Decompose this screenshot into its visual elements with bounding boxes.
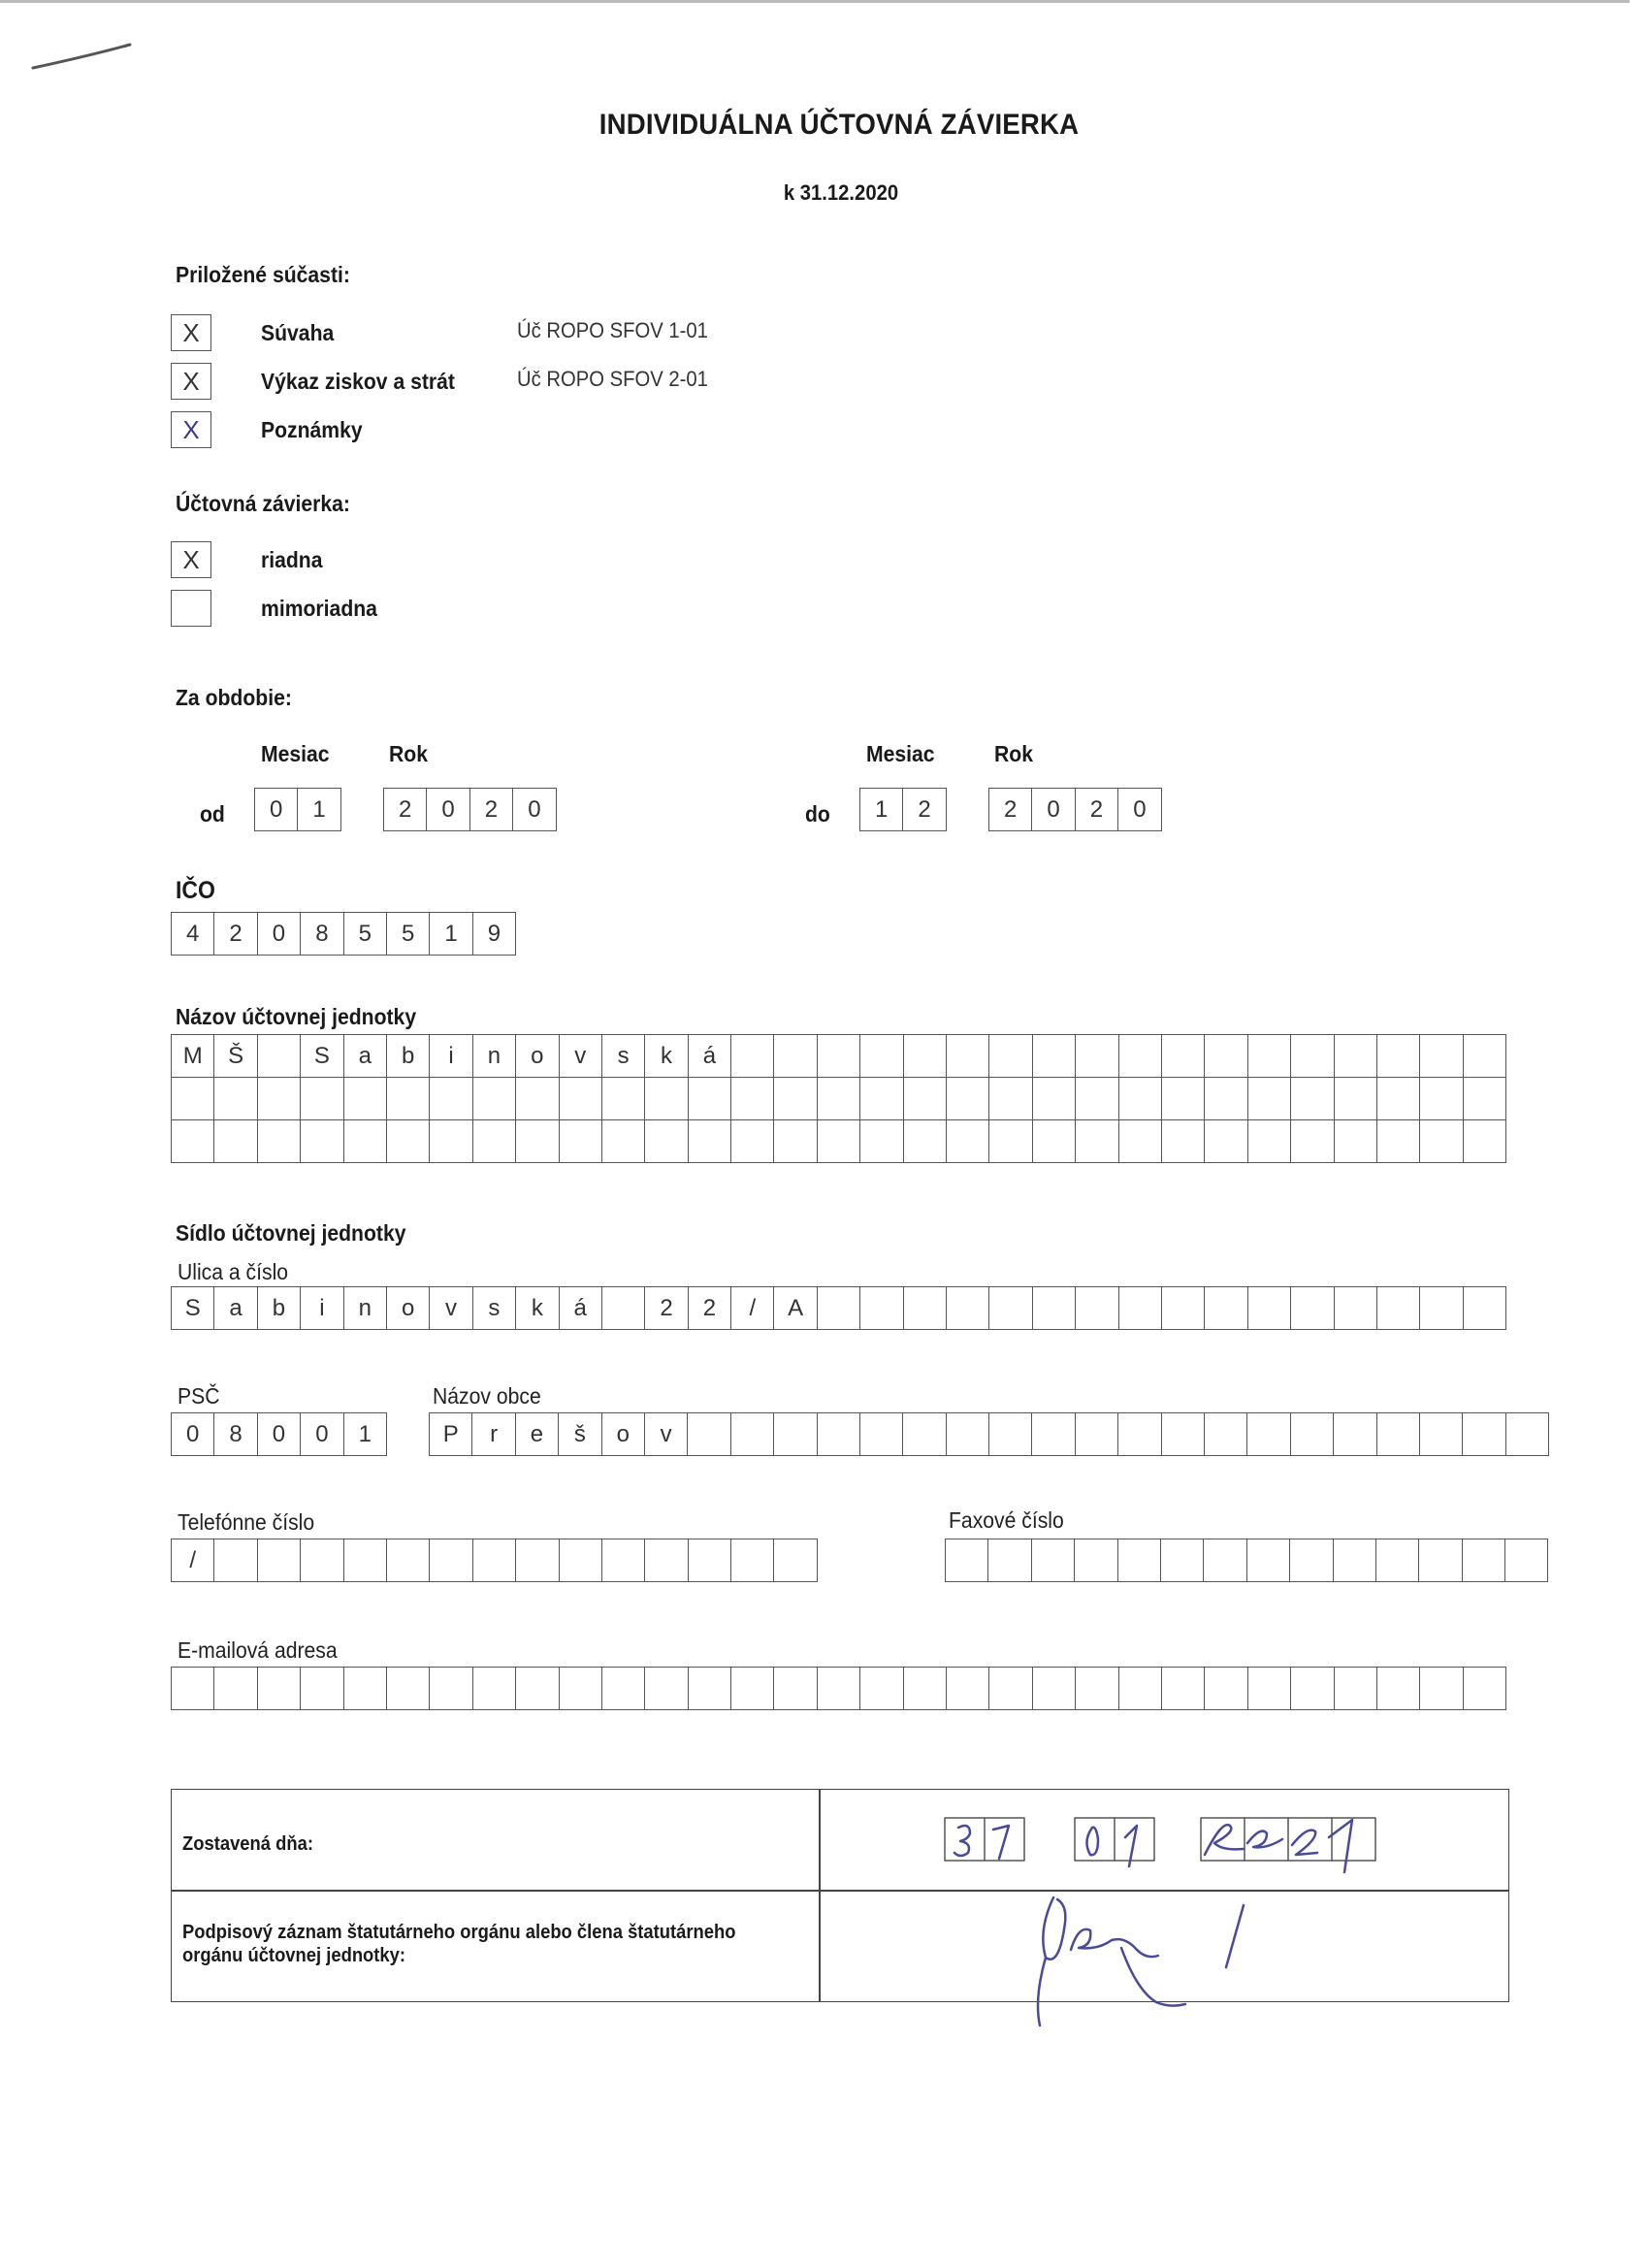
- entity-name-cell: [947, 1078, 989, 1120]
- psc-cell: 0: [258, 1413, 301, 1456]
- street-cell: [989, 1287, 1032, 1330]
- street-cell: [1248, 1287, 1291, 1330]
- entity-name-cell: [774, 1035, 817, 1078]
- to-month-digit: 2: [903, 789, 946, 831]
- signature-table-divider: [819, 1789, 821, 2002]
- city-cell: [818, 1413, 860, 1456]
- entity-name-cell: [1205, 1078, 1247, 1120]
- street-cell: v: [430, 1287, 472, 1330]
- email-cell: [1291, 1668, 1334, 1710]
- entity-name-cell: [560, 1120, 602, 1163]
- entity-name-cell: [1464, 1035, 1506, 1078]
- fax-cell: [946, 1539, 988, 1582]
- city-cell: š: [559, 1413, 601, 1456]
- from-month-label: Mesiac: [261, 741, 330, 766]
- ico-cell: 5: [387, 913, 430, 956]
- city-cell: e: [516, 1413, 559, 1456]
- entity-name-cell: [645, 1078, 688, 1120]
- email-cell: [1420, 1668, 1463, 1710]
- entity-name-cell: [1162, 1120, 1205, 1163]
- email-label: E-mailová adresa: [178, 1637, 338, 1663]
- fax-cell: [1161, 1539, 1204, 1582]
- entity-name-cell: [989, 1120, 1032, 1163]
- entity-name-cell: o: [516, 1035, 559, 1078]
- phone-cell: [645, 1539, 688, 1582]
- entity-name-cell: [818, 1078, 860, 1120]
- phone-cell: [258, 1539, 301, 1582]
- entity-name-cell: [731, 1120, 774, 1163]
- entity-name-cell: [1335, 1035, 1377, 1078]
- to-year-digit: 0: [1118, 789, 1161, 831]
- entity-name-cell: [1033, 1035, 1076, 1078]
- entity-name-cell: [344, 1078, 387, 1120]
- street-cell: [602, 1287, 645, 1330]
- entity-name-row: [172, 1120, 1506, 1163]
- fax-cell: [1463, 1539, 1505, 1582]
- city-cell: [860, 1413, 903, 1456]
- phone-cell: [731, 1539, 774, 1582]
- email-cell: [731, 1668, 774, 1710]
- entity-name-cell: b: [387, 1035, 430, 1078]
- street-cell: 2: [645, 1287, 688, 1330]
- email-cell: [560, 1668, 602, 1710]
- entity-name-cell: [301, 1120, 343, 1163]
- email-cell: [387, 1668, 430, 1710]
- phone-cell: [516, 1539, 559, 1582]
- to-year-digit: 2: [989, 789, 1032, 831]
- entity-name-cell: á: [689, 1035, 731, 1078]
- statement-label-riadna: riadna: [261, 547, 323, 572]
- city-cell: [774, 1413, 817, 1456]
- street-row: [172, 1287, 1506, 1330]
- street-cell: [1335, 1287, 1377, 1330]
- entity-name-cell: [1420, 1120, 1463, 1163]
- document-title: INDIVIDUÁLNA ÚČTOVNÁ ZÁVIERKA: [598, 109, 1080, 141]
- period-heading: Za obdobie:: [176, 685, 292, 710]
- entity-name-cell: [731, 1035, 774, 1078]
- entity-name-cell: [1420, 1078, 1463, 1120]
- to-year-digit: 0: [1032, 789, 1075, 831]
- fax-cell: [1376, 1539, 1419, 1582]
- city-cell: [1291, 1413, 1334, 1456]
- city-cell: o: [602, 1413, 645, 1456]
- ico-cell: 2: [214, 913, 257, 956]
- entity-name-cell: [1464, 1120, 1506, 1163]
- entity-name-cell: [904, 1035, 947, 1078]
- city-cell: [1506, 1413, 1549, 1456]
- entity-name-cell: [1335, 1120, 1377, 1163]
- city-cell: [1377, 1413, 1420, 1456]
- from-year-digit: 0: [513, 789, 556, 831]
- ico-cell: 5: [344, 913, 387, 956]
- entity-name-cell: [1248, 1035, 1291, 1078]
- city-cell: [1032, 1413, 1075, 1456]
- entity-name-cell: [602, 1120, 645, 1163]
- fax-cell: [988, 1539, 1031, 1582]
- city-cell: [1420, 1413, 1463, 1456]
- psc-cell: 0: [172, 1413, 214, 1456]
- entity-name-cell: [516, 1120, 559, 1163]
- phone-cell: [387, 1539, 430, 1582]
- fax-label: Faxové číslo: [949, 1507, 1064, 1533]
- fax-cell: [1204, 1539, 1246, 1582]
- from-month-digit: 0: [255, 789, 298, 831]
- entity-name-cell: [1377, 1035, 1420, 1078]
- city-cell: r: [472, 1413, 515, 1456]
- compiled-date-label: Zostavená dňa:: [182, 1833, 313, 1855]
- street-cell: s: [473, 1287, 516, 1330]
- entity-name-cell: [1076, 1078, 1118, 1120]
- entity-name-cell: Š: [214, 1035, 257, 1078]
- entity-name-cell: [1205, 1035, 1247, 1078]
- entity-name-cell: v: [560, 1035, 602, 1078]
- checkbox-mimoriadna[interactable]: [171, 590, 211, 627]
- email-cell: [301, 1668, 343, 1710]
- entity-name-cell: i: [430, 1035, 472, 1078]
- entity-name-cell: [1377, 1078, 1420, 1120]
- entity-name-cell: [172, 1078, 214, 1120]
- street-label: Ulica a číslo: [178, 1259, 289, 1284]
- email-cell: [1248, 1668, 1291, 1710]
- entity-name-cell: [904, 1120, 947, 1163]
- entity-name-cell: [989, 1035, 1032, 1078]
- street-cell: 2: [689, 1287, 731, 1330]
- fax-cell: [1247, 1539, 1290, 1582]
- entity-name-cell: [1291, 1035, 1334, 1078]
- scan-edge-line: [0, 0, 1630, 3]
- street-cell: S: [172, 1287, 214, 1330]
- entity-name-row: [172, 1035, 1506, 1078]
- from-year-digit: 2: [470, 789, 513, 831]
- entity-name-cell: [430, 1120, 472, 1163]
- street-cell: [1162, 1287, 1205, 1330]
- entity-name-cell: [1076, 1035, 1118, 1078]
- checkbox-poznamky[interactable]: X: [171, 411, 211, 448]
- entity-name-cell: [214, 1120, 257, 1163]
- psc-cell: 1: [344, 1413, 387, 1456]
- city-row: [430, 1413, 1549, 1456]
- attachment-label-vykaz: Výkaz ziskov a strát: [261, 369, 455, 394]
- to-label: do: [805, 801, 830, 826]
- entity-name-cell: [1205, 1120, 1247, 1163]
- fax-cell: [1505, 1539, 1548, 1582]
- phone-cell: [560, 1539, 602, 1582]
- entity-name-cell: [1119, 1078, 1162, 1120]
- attachment-code-vykaz: Úč ROPO SFOV 2-01: [517, 367, 708, 391]
- entity-name-cell: [258, 1078, 301, 1120]
- city-cell: [1463, 1413, 1505, 1456]
- street-cell: n: [344, 1287, 387, 1330]
- city-cell: v: [645, 1413, 688, 1456]
- entity-name-cell: [860, 1035, 903, 1078]
- ico-label: IČO: [176, 877, 215, 904]
- street-cell: i: [301, 1287, 343, 1330]
- entity-name-cell: [1076, 1120, 1118, 1163]
- phone-cell: [689, 1539, 731, 1582]
- email-cell: [1076, 1668, 1118, 1710]
- entity-name-label: Názov účtovnej jednotky: [176, 1004, 417, 1029]
- entity-name-cell: [1248, 1120, 1291, 1163]
- street-cell: [860, 1287, 903, 1330]
- to-month-field[interactable]: [859, 788, 947, 831]
- phone-field[interactable]: [171, 1539, 818, 1582]
- from-month-field[interactable]: [254, 788, 341, 831]
- street-cell: a: [214, 1287, 257, 1330]
- entity-name-cell: M: [172, 1035, 214, 1078]
- entity-name-cell: [560, 1078, 602, 1120]
- phone-row: [172, 1539, 818, 1582]
- email-field[interactable]: [171, 1667, 1506, 1710]
- seat-label: Sídlo účtovnej jednotky: [176, 1220, 406, 1246]
- street-cell: [904, 1287, 947, 1330]
- fax-cell: [1075, 1539, 1117, 1582]
- entity-name-cell: [258, 1120, 301, 1163]
- email-cell: [473, 1668, 516, 1710]
- entity-name-cell: [344, 1120, 387, 1163]
- signature-label: Podpisový záznam štatutárneho orgánu alebo člena štatutárneho orgánu účtovnej jednotky:: [182, 1922, 736, 1966]
- from-year-label: Rok: [389, 741, 428, 766]
- checkbox-suvaha[interactable]: X: [171, 314, 211, 351]
- psc-label: PSČ: [178, 1383, 220, 1409]
- city-cell: [1118, 1413, 1161, 1456]
- entity-name-cell: [947, 1120, 989, 1163]
- to-month-digit: 1: [860, 789, 903, 831]
- entity-name-field[interactable]: [171, 1034, 1506, 1163]
- email-cell: [1205, 1668, 1247, 1710]
- email-cell: [860, 1668, 903, 1710]
- city-cell: [1247, 1413, 1290, 1456]
- entity-name-cell: [818, 1120, 860, 1163]
- fax-cell: [1118, 1539, 1161, 1582]
- attachments-heading: Priložené súčasti:: [176, 262, 350, 287]
- entity-name-cell: a: [344, 1035, 387, 1078]
- entity-name-cell: [172, 1120, 214, 1163]
- entity-name-cell: [473, 1120, 516, 1163]
- entity-name-cell: [1162, 1035, 1205, 1078]
- email-cell: [1335, 1668, 1377, 1710]
- email-cell: [516, 1668, 559, 1710]
- city-cell: [1205, 1413, 1247, 1456]
- street-cell: k: [516, 1287, 559, 1330]
- entity-name-cell: [947, 1035, 989, 1078]
- entity-name-cell: [774, 1078, 817, 1120]
- psc-cell: 0: [301, 1413, 343, 1456]
- street-cell: [1291, 1287, 1334, 1330]
- entity-name-cell: [1162, 1078, 1205, 1120]
- street-cell: A: [774, 1287, 817, 1330]
- entity-name-cell: [473, 1078, 516, 1120]
- psc-cell: 8: [214, 1413, 257, 1456]
- street-cell: b: [258, 1287, 301, 1330]
- from-year-field[interactable]: [383, 788, 557, 831]
- fax-cell: [1419, 1539, 1462, 1582]
- from-month-digit: 1: [298, 789, 340, 831]
- entity-name-cell: [904, 1078, 947, 1120]
- fax-cell: [1032, 1539, 1075, 1582]
- ico-row: [172, 913, 516, 956]
- city-cell: [1076, 1413, 1118, 1456]
- entity-name-cell: n: [473, 1035, 516, 1078]
- street-cell: [1076, 1287, 1118, 1330]
- email-cell: [1464, 1668, 1506, 1710]
- street-cell: [1033, 1287, 1076, 1330]
- scan-pen-mark: [29, 39, 136, 78]
- document-date: k 31.12.2020: [783, 180, 899, 205]
- street-cell: [818, 1287, 860, 1330]
- email-cell: [1119, 1668, 1162, 1710]
- entity-name-cell: k: [645, 1035, 688, 1078]
- entity-name-cell: [1291, 1120, 1334, 1163]
- ico-field[interactable]: [171, 912, 516, 956]
- email-cell: [774, 1668, 817, 1710]
- from-year-digit: 0: [427, 789, 469, 831]
- entity-name-cell: [516, 1078, 559, 1120]
- entity-name-cell: [1291, 1078, 1334, 1120]
- street-cell: [947, 1287, 989, 1330]
- street-cell: [1205, 1287, 1247, 1330]
- to-year-field[interactable]: [988, 788, 1162, 831]
- email-cell: [602, 1668, 645, 1710]
- city-cell: [688, 1413, 730, 1456]
- entity-name-cell: [818, 1035, 860, 1078]
- entity-name-cell: [731, 1078, 774, 1120]
- from-year-digit: 2: [384, 789, 427, 831]
- phone-cell: /: [172, 1539, 214, 1582]
- email-cell: [947, 1668, 989, 1710]
- signature-table-row-divider: [171, 1890, 1509, 1892]
- entity-name-cell: [1033, 1120, 1076, 1163]
- entity-name-cell: [860, 1120, 903, 1163]
- email-cell: [645, 1668, 688, 1710]
- email-cell: [1162, 1668, 1205, 1710]
- entity-name-cell: [645, 1120, 688, 1163]
- entity-name-cell: [1119, 1120, 1162, 1163]
- entity-name-cell: [1248, 1078, 1291, 1120]
- entity-name-cell: S: [301, 1035, 343, 1078]
- attachment-label-poznamky: Poznámky: [261, 417, 363, 442]
- city-cell: [1334, 1413, 1376, 1456]
- email-cell: [214, 1668, 257, 1710]
- entity-name-cell: [1420, 1035, 1463, 1078]
- entity-name-cell: [1377, 1120, 1420, 1163]
- entity-name-row: [172, 1078, 1506, 1120]
- street-cell: /: [731, 1287, 774, 1330]
- email-cell: [1377, 1668, 1420, 1710]
- to-year-label: Rok: [994, 741, 1033, 766]
- entity-name-cell: [1033, 1078, 1076, 1120]
- entity-name-cell: [258, 1035, 301, 1078]
- phone-cell: [344, 1539, 387, 1582]
- entity-name-cell: s: [602, 1035, 645, 1078]
- city-cell: [903, 1413, 946, 1456]
- city-cell: [989, 1413, 1032, 1456]
- entity-name-cell: [1464, 1078, 1506, 1120]
- checkbox-vykaz[interactable]: X: [171, 363, 211, 400]
- city-field[interactable]: [429, 1412, 1549, 1456]
- email-row: [172, 1668, 1506, 1710]
- statement-type-heading: Účtovná závierka:: [176, 491, 350, 516]
- entity-name-cell: [689, 1078, 731, 1120]
- city-label: Názov obce: [433, 1383, 541, 1409]
- entity-name-cell: [1119, 1035, 1162, 1078]
- city-cell: [947, 1413, 989, 1456]
- email-cell: [989, 1668, 1032, 1710]
- psc-field[interactable]: [171, 1412, 387, 1456]
- phone-cell: [214, 1539, 257, 1582]
- email-cell: [818, 1668, 860, 1710]
- statement-label-mimoriadna: mimoriadna: [261, 596, 377, 621]
- entity-name-cell: [1335, 1078, 1377, 1120]
- email-cell: [430, 1668, 472, 1710]
- entity-name-cell: [387, 1078, 430, 1120]
- email-cell: [689, 1668, 731, 1710]
- city-cell: P: [430, 1413, 472, 1456]
- entity-name-cell: [689, 1120, 731, 1163]
- street-cell: [1420, 1287, 1463, 1330]
- email-cell: [904, 1668, 947, 1710]
- email-cell: [344, 1668, 387, 1710]
- fax-field[interactable]: [945, 1539, 1548, 1582]
- phone-cell: [602, 1539, 645, 1582]
- ico-cell: 1: [430, 913, 472, 956]
- entity-name-cell: [214, 1078, 257, 1120]
- fax-cell: [1334, 1539, 1376, 1582]
- psc-row: [172, 1413, 387, 1456]
- email-cell: [258, 1668, 301, 1710]
- fax-cell: [1290, 1539, 1333, 1582]
- attachment-label-suvaha: Súvaha: [261, 320, 335, 345]
- to-year-digit: 2: [1076, 789, 1118, 831]
- entity-name-cell: [602, 1078, 645, 1120]
- entity-name-cell: [430, 1078, 472, 1120]
- ico-cell: 9: [473, 913, 516, 956]
- entity-name-cell: [301, 1078, 343, 1120]
- city-cell: [1162, 1413, 1205, 1456]
- entity-name-cell: [387, 1120, 430, 1163]
- entity-name-cell: [860, 1078, 903, 1120]
- entity-name-cell: [774, 1120, 817, 1163]
- phone-cell: [301, 1539, 343, 1582]
- street-cell: á: [560, 1287, 602, 1330]
- street-field[interactable]: [171, 1286, 1506, 1330]
- email-cell: [1033, 1668, 1076, 1710]
- phone-cell: [774, 1539, 817, 1582]
- street-cell: [1377, 1287, 1420, 1330]
- city-cell: [731, 1413, 774, 1456]
- from-label: od: [200, 801, 225, 826]
- street-cell: [1119, 1287, 1162, 1330]
- phone-cell: [430, 1539, 472, 1582]
- signature-table: [171, 1789, 1509, 2002]
- ico-cell: 4: [172, 913, 214, 956]
- phone-cell: [473, 1539, 516, 1582]
- attachment-code-suvaha: Úč ROPO SFOV 1-01: [517, 318, 708, 342]
- street-cell: o: [387, 1287, 430, 1330]
- ico-cell: 8: [301, 913, 343, 956]
- fax-row: [946, 1539, 1548, 1582]
- to-month-label: Mesiac: [866, 741, 935, 766]
- phone-label: Telefónne číslo: [178, 1509, 315, 1535]
- street-cell: [1464, 1287, 1506, 1330]
- ico-cell: 0: [258, 913, 301, 956]
- entity-name-cell: [989, 1078, 1032, 1120]
- email-cell: [172, 1668, 214, 1710]
- checkbox-riadna[interactable]: X: [171, 541, 211, 578]
